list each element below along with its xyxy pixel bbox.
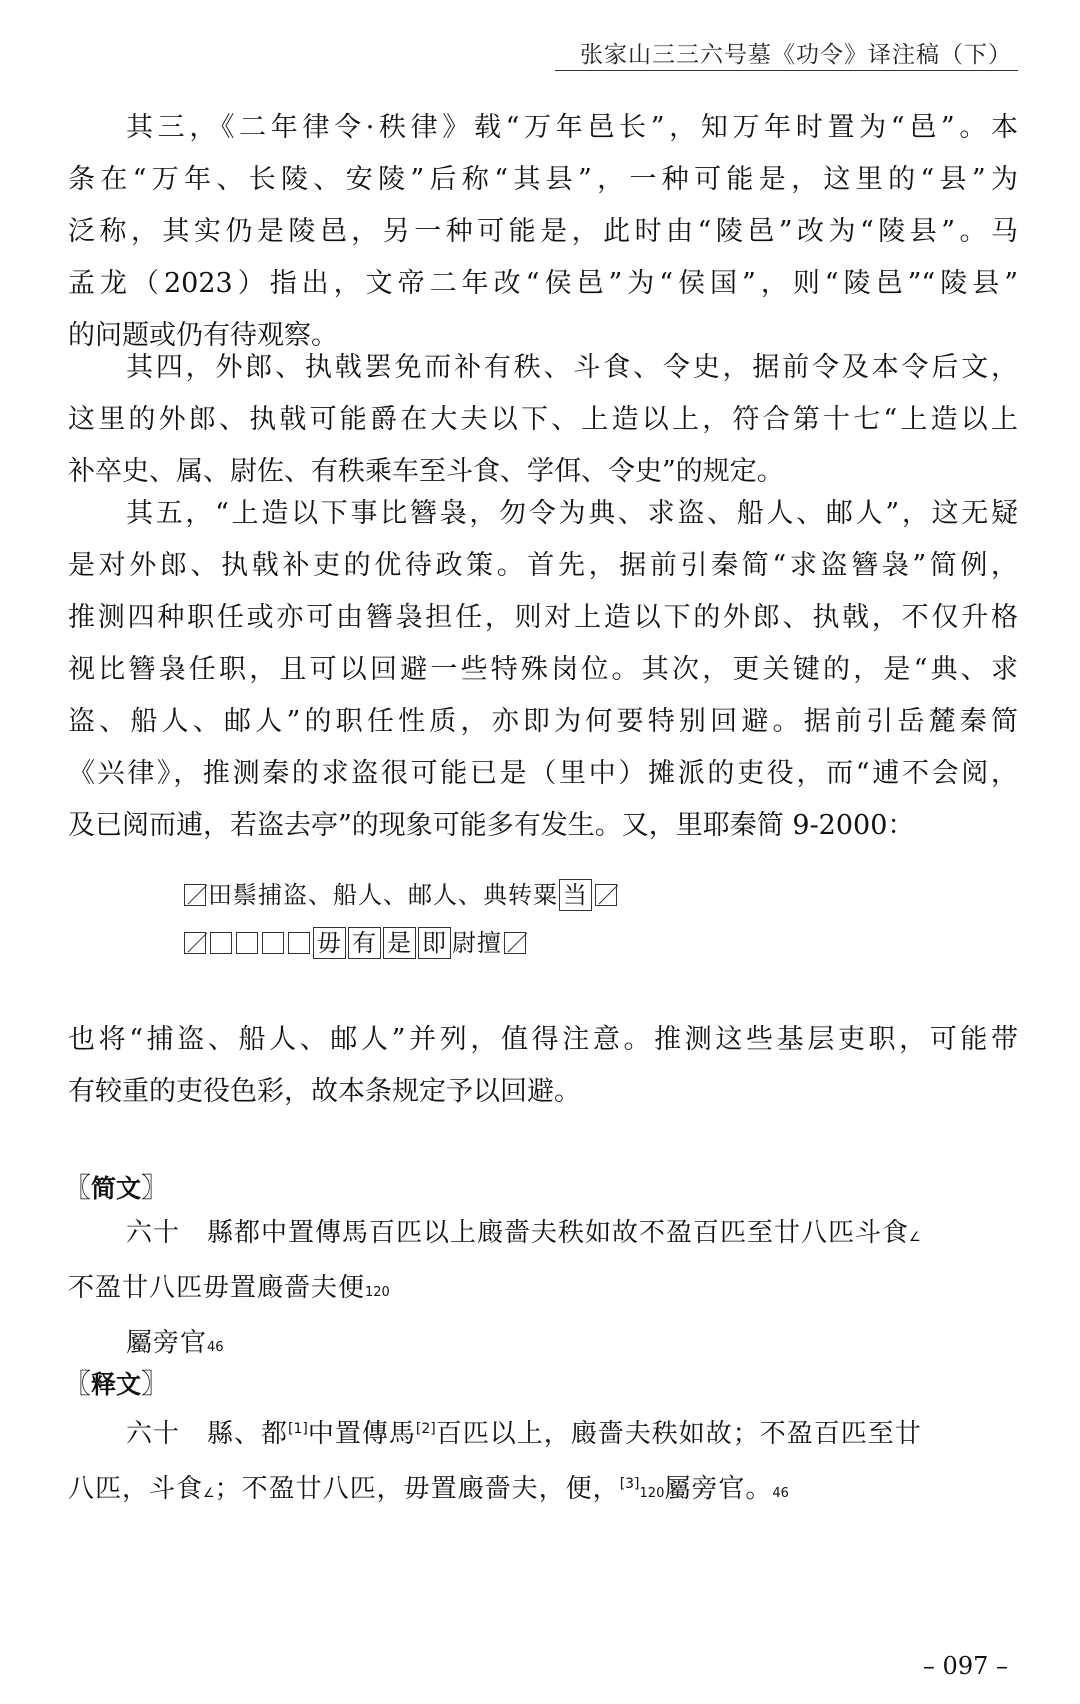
quoted-slip <box>182 875 619 963</box>
slip-text-jianwen <box>68 1208 1018 1373</box>
bracket-open: 〖 <box>64 1173 91 1204</box>
section-heading-shiwen <box>64 1362 168 1401</box>
text-line: 条在“万年、长陵、安陵”后称“其县”，一种可能是，这里的“县”为 <box>68 164 1018 195</box>
slip-text: 屬旁官。 <box>664 1474 773 1504</box>
text-line: 其三，《二年律令·秩律》载“万年邑长”，知万年时置为“邑”。本 <box>126 112 1018 143</box>
paragraph-3 <box>68 488 1018 852</box>
page-number: – 097 – <box>922 1652 1008 1680</box>
text-line: 补卒史、属、尉佐、有秩乘车至斗食、学佴、令史”的规定。 <box>68 456 784 487</box>
slip-number: 120 <box>639 1486 665 1501</box>
slip-line <box>68 1404 1018 1459</box>
text-line: 其五，“上造以下事比簪袅，勿令为典、求盗、船人、邮人”，这无疑 <box>126 498 1018 529</box>
missing-char-icon <box>210 932 232 954</box>
missing-char-icon <box>288 932 310 954</box>
text-line: 也将“捕盗、船人、邮人”并列，值得注意。推测这些基层吏职，可能带 <box>68 1024 1018 1055</box>
footnote-ref[interactable]: [2] <box>415 1421 436 1437</box>
section-heading-text: 释文 <box>91 1370 142 1399</box>
boxed-char: 有 <box>348 927 381 959</box>
footnote-ref[interactable]: [1] <box>288 1421 308 1437</box>
footnote-ref[interactable]: [3] <box>619 1476 640 1492</box>
quoted-text: 尉擅 <box>452 929 502 957</box>
paragraph-2 <box>68 342 1018 498</box>
quoted-text: 田鬃捕盗、船人、邮人、典转粟 <box>208 881 558 909</box>
text-line: 这里的外郎、执戟可能爵在大夫以下、上造以上，符合第十七“上造以上 <box>68 404 1018 435</box>
slip-text: ；不盈廿八匹，毋置廄嗇夫，便， <box>214 1474 620 1504</box>
slip-line <box>68 1318 1018 1373</box>
boxed-char: 毋 <box>313 927 346 959</box>
text-line: 视比簪袅任职，且可以回避一些特殊岗位。其次，更关键的，是“典、求 <box>68 654 1018 685</box>
bracket-close: 〗 <box>141 1369 169 1400</box>
boxed-char: 即 <box>418 927 451 959</box>
slip-line <box>68 1263 1018 1318</box>
slip-line <box>68 1459 1018 1519</box>
slip-number: 46 <box>207 1340 224 1355</box>
slip-text-shiwen <box>68 1404 1018 1519</box>
slip-text: 六十 縣都中置傳馬百匹以上廄嗇夫秩如故不盈百匹至廿八匹斗食 <box>126 1218 910 1248</box>
quoted-slip-line-1 <box>182 875 619 915</box>
header-title: 张家山三三六号墓《功令》译注稿（下） <box>580 42 1012 68</box>
slip-number: 120 <box>365 1285 390 1300</box>
text-line: 其四，外郎、执戟罢免而补有秩、斗食、令史，据前令及本令后文， <box>126 352 1018 383</box>
slip-text: 百匹以上，廄嗇夫秩如故；不盈百匹至廿 <box>435 1419 922 1449</box>
slip-line <box>68 1208 1018 1263</box>
text-line: 孟龙（2023）指出，文帝二年改“侯邑”为“侯国”，则“陵邑”“陵县” <box>68 268 1018 299</box>
slip-text: 不盈廿八匹毋置廄嗇夫便 <box>68 1273 366 1303</box>
header-rule <box>555 70 1018 71</box>
hook-mark: ∠ <box>909 1230 921 1245</box>
text-line: 有较重的吏役色彩，故本条规定予以回避。 <box>68 1076 581 1107</box>
quoted-slip-line-2 <box>182 923 619 963</box>
hook-mark: ∠ <box>203 1486 215 1501</box>
slip-text: 中置傳馬 <box>307 1419 416 1449</box>
text-line: 的问题或仍有待观察。 <box>68 320 338 351</box>
bracket-open: 〖 <box>64 1369 91 1400</box>
slip-text: 屬旁官 <box>126 1328 208 1358</box>
slip-text: 六十 縣、都 <box>126 1419 289 1449</box>
text-line: 及已阅而逋，若盗去亭”的现象可能多有发生。又，里耶秦简 9-2000： <box>68 810 915 841</box>
bracket-close: 〗 <box>141 1173 169 1204</box>
section-heading-jianwen <box>64 1166 168 1205</box>
text-line: 推测四种职任或亦可由簪袅担任，则对上造以下的外郎、执戟，不仅升格 <box>68 602 1018 633</box>
section-heading-text: 简文 <box>91 1174 142 1203</box>
slip-text: 八匹，斗食 <box>68 1474 204 1504</box>
text-line: 盗、船人、邮人”的职任性质，亦即为何要特别回避。据前引岳麓秦简 <box>68 706 1018 737</box>
boxed-char: 当 <box>559 879 592 911</box>
text-line: 泛称，其实仍是陵邑，另一种可能是，此时由“陵邑”改为“陵县”。马 <box>68 216 1018 247</box>
paragraph-after-quote <box>68 1014 1018 1118</box>
missing-char-icon <box>262 932 284 954</box>
paragraph-1 <box>68 102 1018 362</box>
damaged-mark-icon <box>184 884 206 906</box>
boxed-char: 是 <box>383 927 416 959</box>
damaged-mark-icon <box>595 884 617 906</box>
damaged-mark-icon <box>504 932 526 954</box>
text-line: 《兴律》，推测秦的求盗很可能已是（里中）摊派的吏役，而“逋不会阅， <box>68 758 1018 789</box>
missing-char-icon <box>236 932 258 954</box>
slip-number: 46 <box>772 1486 789 1501</box>
damaged-mark-icon <box>184 932 206 954</box>
text-line: 是对外郎、执戟补吏的优待政策。首先，据前引秦简“求盗簪袅”简例， <box>68 550 1018 581</box>
